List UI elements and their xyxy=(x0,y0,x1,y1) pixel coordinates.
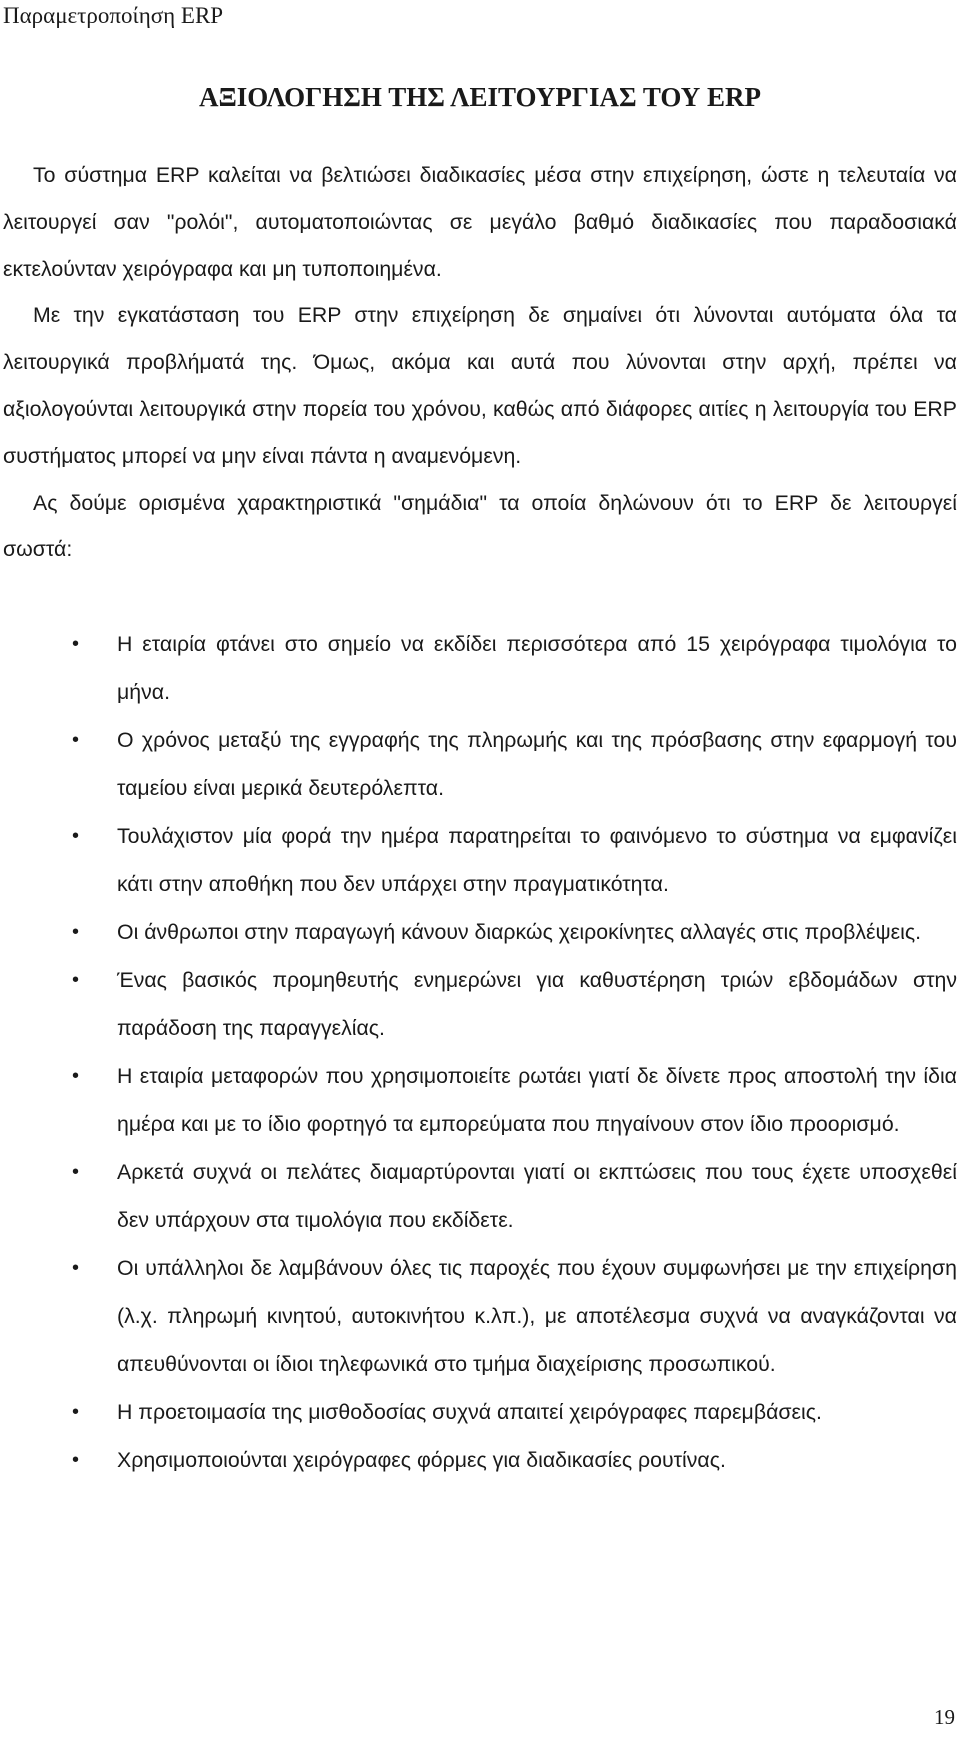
paragraph-intro: Το σύστημα ERP καλείται να βελτιώσει διαδικασίες μέσα στην επιχείρηση, ώστε η τελευταία να λειτουργεί σαν "ρολόι", αυτοματοποιώντας σε μεγάλο βαθμό διαδικασίες που παραδοσιακά εκτελούνταν χειρόγραφα και μη τυποποιημένα. xyxy=(3,163,957,281)
bullet-icon: • xyxy=(72,969,80,991)
list-item-text: Τουλάχιστον μία φορά την ημέρα παρατηρείται το φαινόμενο το σύστημα να εμφανίζει κάτι στην αποθήκη που δεν υπάρχει στην πραγματικότητα. xyxy=(117,824,957,896)
bullet-icon: • xyxy=(72,921,80,943)
list-item xyxy=(72,1388,957,1436)
list-item-text: Οι υπάλληλοι δε λαμβάνουν όλες τις παροχές που έχουν συμφωνήσει με την επιχείρηση (λ.χ. πληρωμή κινητού, αυτοκινήτου κ.λπ.), με αποτέλεσμα συχνά να αναγκάζονται να απευθύνονται οι ίδιοι τηλεφωνικά στο τμήμα διαχείρισης προσωπικού. xyxy=(117,1256,957,1376)
bullet-icon: • xyxy=(72,1065,80,1087)
list-item-text: Η εταιρία μεταφορών που χρησιμοποιείτε ρωτάει γιατί δε δίνετε προς αποστολή την ίδια ημέρα και με το ίδιο φορτηγό τα εμπορεύματα που πηγαίνουν στον ίδιο προορισμό. xyxy=(117,1064,957,1136)
list-item-text: Χρησιμοποιούνται χειρόγραφες φόρμες για διαδικασίες ρουτίνας. xyxy=(117,1448,726,1472)
list-item xyxy=(72,908,957,956)
list-item-text: Ο χρόνος μεταξύ της εγγραφής της πληρωμής και της πρόσβασης στην εφαρμογή του ταμείου είναι μερικά δευτερόλεπτα. xyxy=(117,728,957,800)
list-item-text: Η προετοιμασία της μισθοδοσίας συχνά απαιτεί χειρόγραφες παρεμβάσεις. xyxy=(117,1400,822,1424)
list-item xyxy=(72,620,957,716)
bullet-icon: • xyxy=(72,1401,80,1423)
bullet-icon: • xyxy=(72,1161,80,1183)
list-item-text: Αρκετά συχνά οι πελάτες διαμαρτύρονται γιατί οι εκπτώσεις που τους έχετε υποσχεθεί δεν υπάρχουν στα τιμολόγια που εκδίδετε. xyxy=(117,1160,957,1232)
bullet-icon: • xyxy=(72,729,80,751)
section-title: ΑΞΙΟΛΟΓΗΣΗ ΤΗΣ ΛΕΙΤΟΥΡΓΙΑΣ ΤΟΥ ERP xyxy=(199,82,761,112)
list-item xyxy=(72,1052,957,1148)
list-item xyxy=(72,956,957,1052)
list-item xyxy=(72,716,957,812)
list-item-text: Ένας βασικός προμηθευτής ενημερώνει για καθυστέρηση τριών εβδομάδων στην παράδοση της παραγγελίας. xyxy=(117,968,957,1040)
bullet-icon: • xyxy=(72,633,80,655)
intro-text xyxy=(3,152,957,573)
list-item xyxy=(72,812,957,908)
paragraph-installation: Με την εγκατάσταση του ERP στην επιχείρηση δε σημαίνει ότι λύνονται αυτόματα όλα τα λειτουργικά προβλήματά της. Όμως, ακόμα και αυτά που λύνονται στην αρχή, πρέπει να αξιολογούνται λειτουργικά στην πορεία του χρόνου, καθώς από διάφορες αιτίες η λειτουργία του ERP συστήματος μπορεί να μην είναι πάντα η αναμενόμενη. xyxy=(3,303,957,468)
bullet-icon: • xyxy=(72,825,80,847)
list-item-text: Η εταιρία φτάνει στο σημείο να εκδίδει περισσότερα από 15 χειρόγραφα τιμολόγια το μήνα. xyxy=(117,632,957,704)
list-item xyxy=(72,1148,957,1244)
bullet-icon: • xyxy=(72,1257,80,1279)
list-item-text: Οι άνθρωποι στην παραγωγή κάνουν διαρκώς χειροκίνητες αλλαγές στις προβλέψεις. xyxy=(117,920,922,944)
signs-list xyxy=(72,620,957,1484)
list-item xyxy=(72,1244,957,1388)
running-header: Παραμετροποίηση ERP xyxy=(3,3,224,28)
bullet-icon: • xyxy=(72,1449,80,1471)
paragraph-signs-lead: Ας δούμε ορισμένα χαρακτηριστικά "σημάδια" τα οποία δηλώνουν ότι το ERP δε λειτουργεί σωστά: xyxy=(3,490,957,562)
page-number: 19 xyxy=(934,1705,955,1729)
list-item xyxy=(72,1436,957,1484)
